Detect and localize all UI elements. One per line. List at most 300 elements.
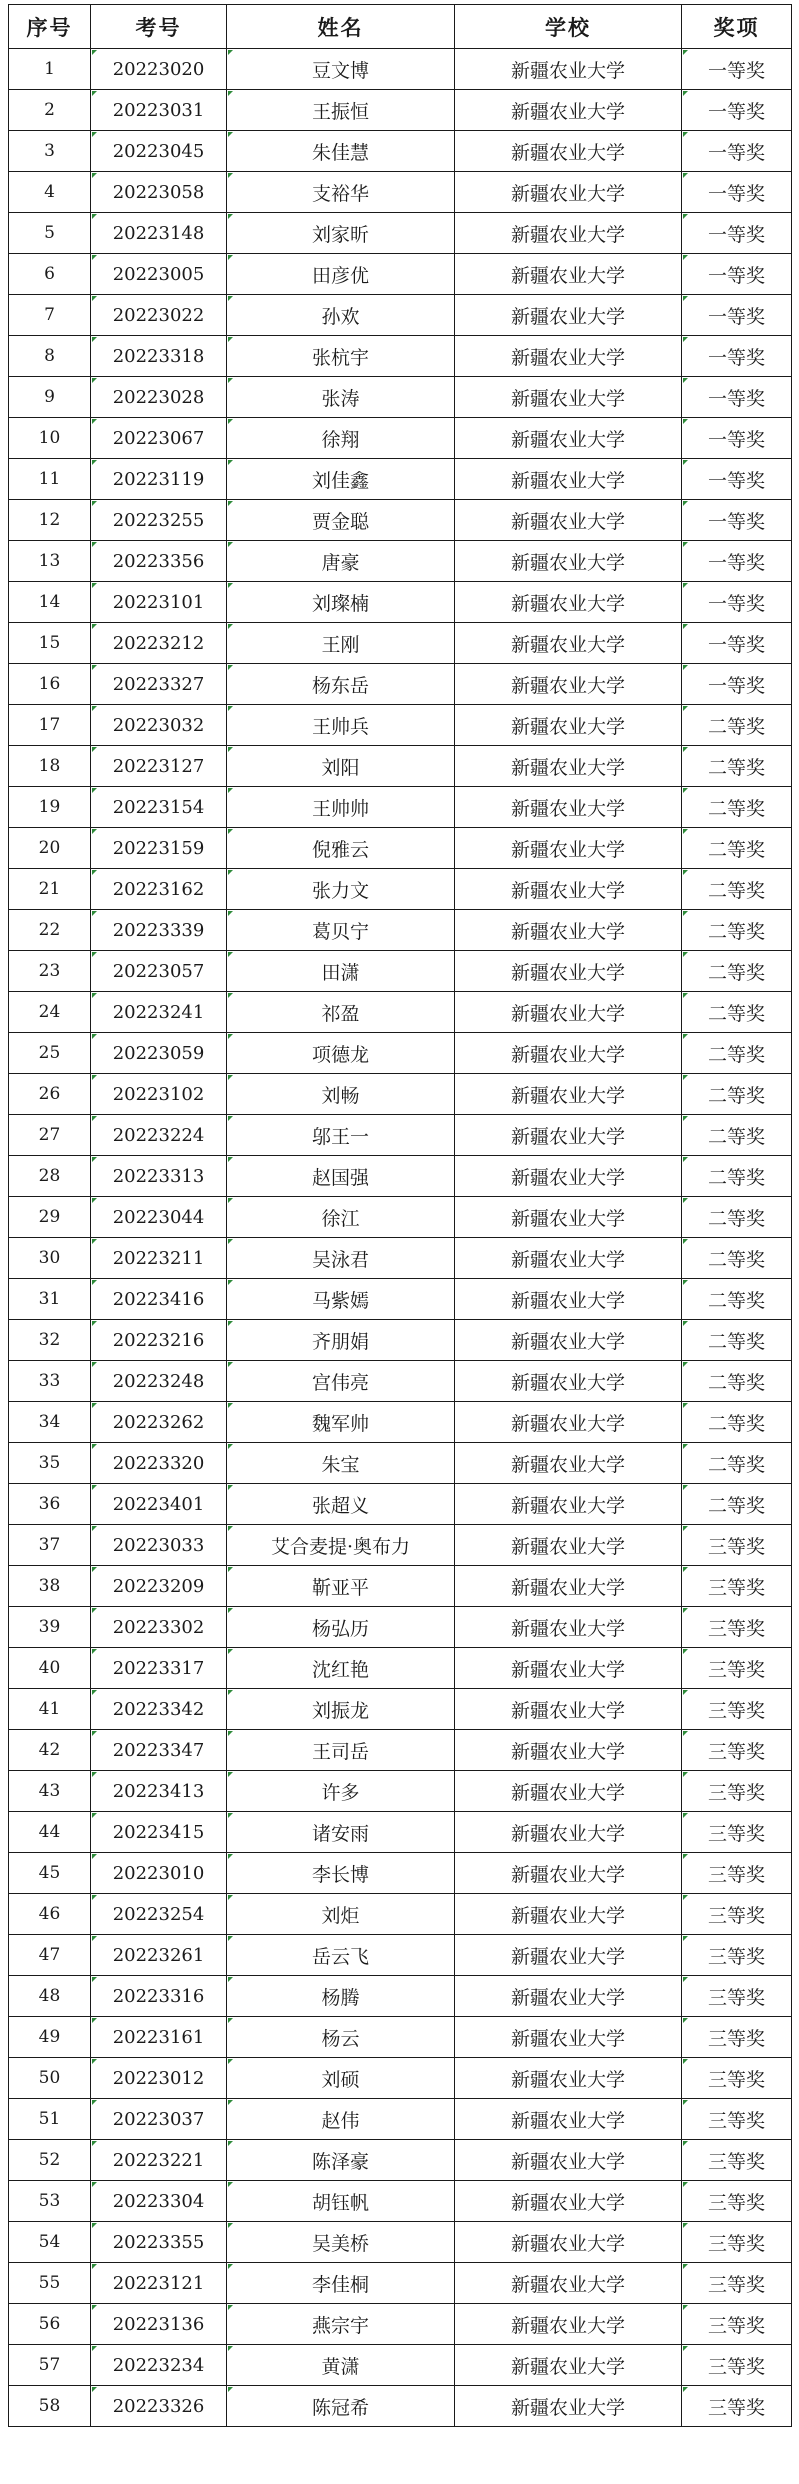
cell-exam-number: 20223416 <box>91 1279 227 1320</box>
cell-school: 新疆农业大学 <box>455 418 682 459</box>
cell-school: 新疆农业大学 <box>455 869 682 910</box>
cell-no: 22 <box>9 910 91 951</box>
table-row <box>9 910 792 951</box>
cell-award: 二等奖 <box>682 828 792 869</box>
cell-school: 新疆农业大学 <box>455 500 682 541</box>
cell-name: 王刚 <box>227 623 455 664</box>
cell-award: 二等奖 <box>682 1484 792 1525</box>
cell-exam-number: 20223154 <box>91 787 227 828</box>
cell-name: 杨东岳 <box>227 664 455 705</box>
cell-award: 二等奖 <box>682 869 792 910</box>
cell-school: 新疆农业大学 <box>455 705 682 746</box>
cell-award: 三等奖 <box>682 1648 792 1689</box>
cell-exam-number: 20223327 <box>91 664 227 705</box>
table-row <box>9 1771 792 1812</box>
cell-name: 燕宗宇 <box>227 2304 455 2345</box>
table-row <box>9 49 792 90</box>
cell-award: 二等奖 <box>682 1443 792 1484</box>
cell-exam-number: 20223304 <box>91 2181 227 2222</box>
cell-no: 3 <box>9 131 91 172</box>
cell-exam-number: 20223313 <box>91 1156 227 1197</box>
cell-award: 二等奖 <box>682 1197 792 1238</box>
table-header <box>9 5 792 49</box>
cell-award: 三等奖 <box>682 2345 792 2386</box>
cell-award: 一等奖 <box>682 541 792 582</box>
cell-exam-number: 20223045 <box>91 131 227 172</box>
cell-no: 51 <box>9 2099 91 2140</box>
cell-no: 36 <box>9 1484 91 1525</box>
header-award: 奖项 <box>682 5 792 49</box>
cell-no: 10 <box>9 418 91 459</box>
cell-no: 32 <box>9 1320 91 1361</box>
table-body <box>9 49 792 2427</box>
cell-exam-number: 20223028 <box>91 377 227 418</box>
cell-no: 34 <box>9 1402 91 1443</box>
cell-school: 新疆农业大学 <box>455 2386 682 2427</box>
cell-no: 42 <box>9 1730 91 1771</box>
cell-school: 新疆农业大学 <box>455 1074 682 1115</box>
cell-no: 23 <box>9 951 91 992</box>
cell-exam-number: 20223254 <box>91 1894 227 1935</box>
cell-no: 15 <box>9 623 91 664</box>
cell-exam-number: 20223209 <box>91 1566 227 1607</box>
table-row <box>9 1279 792 1320</box>
cell-name: 陈泽豪 <box>227 2140 455 2181</box>
cell-school: 新疆农业大学 <box>455 2140 682 2181</box>
table-row <box>9 1689 792 1730</box>
cell-name: 吴泳君 <box>227 1238 455 1279</box>
cell-award: 三等奖 <box>682 2058 792 2099</box>
table-row <box>9 582 792 623</box>
cell-exam-number: 20223216 <box>91 1320 227 1361</box>
cell-exam-number: 20223012 <box>91 2058 227 2099</box>
table-row <box>9 1730 792 1771</box>
cell-no: 11 <box>9 459 91 500</box>
cell-school: 新疆农业大学 <box>455 1689 682 1730</box>
cell-school: 新疆农业大学 <box>455 1238 682 1279</box>
cell-name: 黄潇 <box>227 2345 455 2386</box>
cell-no: 35 <box>9 1443 91 1484</box>
table-row <box>9 623 792 664</box>
table-row <box>9 1033 792 1074</box>
cell-award: 三等奖 <box>682 1607 792 1648</box>
table-row <box>9 1484 792 1525</box>
cell-no: 57 <box>9 2345 91 2386</box>
cell-exam-number: 20223067 <box>91 418 227 459</box>
cell-school: 新疆农业大学 <box>455 1894 682 1935</box>
cell-award: 二等奖 <box>682 1279 792 1320</box>
cell-school: 新疆农业大学 <box>455 172 682 213</box>
cell-exam-number: 20223121 <box>91 2263 227 2304</box>
cell-school: 新疆农业大学 <box>455 828 682 869</box>
cell-school: 新疆农业大学 <box>455 1115 682 1156</box>
table-row <box>9 1812 792 1853</box>
cell-exam-number: 20223413 <box>91 1771 227 1812</box>
cell-award: 一等奖 <box>682 377 792 418</box>
cell-no: 29 <box>9 1197 91 1238</box>
cell-name: 刘炬 <box>227 1894 455 1935</box>
cell-exam-number: 20223248 <box>91 1361 227 1402</box>
cell-no: 47 <box>9 1935 91 1976</box>
cell-exam-number: 20223339 <box>91 910 227 951</box>
cell-name: 赵国强 <box>227 1156 455 1197</box>
cell-award: 二等奖 <box>682 1033 792 1074</box>
table-row <box>9 295 792 336</box>
cell-award: 一等奖 <box>682 582 792 623</box>
cell-award: 三等奖 <box>682 1894 792 1935</box>
cell-award: 三等奖 <box>682 2263 792 2304</box>
cell-award: 一等奖 <box>682 49 792 90</box>
cell-school: 新疆农业大学 <box>455 1361 682 1402</box>
cell-school: 新疆农业大学 <box>455 2181 682 2222</box>
cell-name: 杨云 <box>227 2017 455 2058</box>
cell-name: 项德龙 <box>227 1033 455 1074</box>
cell-no: 54 <box>9 2222 91 2263</box>
cell-award: 三等奖 <box>682 2386 792 2427</box>
cell-no: 50 <box>9 2058 91 2099</box>
cell-school: 新疆农业大学 <box>455 254 682 295</box>
table-row <box>9 1648 792 1689</box>
cell-no: 28 <box>9 1156 91 1197</box>
cell-school: 新疆农业大学 <box>455 1402 682 1443</box>
table-row <box>9 336 792 377</box>
cell-name: 朱佳慧 <box>227 131 455 172</box>
cell-exam-number: 20223162 <box>91 869 227 910</box>
cell-school: 新疆农业大学 <box>455 746 682 787</box>
cell-name: 靳亚平 <box>227 1566 455 1607</box>
cell-award: 一等奖 <box>682 295 792 336</box>
cell-exam-number: 20223159 <box>91 828 227 869</box>
cell-school: 新疆农业大学 <box>455 2304 682 2345</box>
cell-exam-number: 20223347 <box>91 1730 227 1771</box>
cell-no: 37 <box>9 1525 91 1566</box>
cell-no: 38 <box>9 1566 91 1607</box>
table-row <box>9 2263 792 2304</box>
cell-name: 徐江 <box>227 1197 455 1238</box>
cell-award: 三等奖 <box>682 1566 792 1607</box>
cell-no: 26 <box>9 1074 91 1115</box>
table-row <box>9 1115 792 1156</box>
cell-exam-number: 20223302 <box>91 1607 227 1648</box>
cell-exam-number: 20223020 <box>91 49 227 90</box>
cell-no: 33 <box>9 1361 91 1402</box>
table-row <box>9 1074 792 1115</box>
cell-name: 吴美桥 <box>227 2222 455 2263</box>
cell-school: 新疆农业大学 <box>455 1197 682 1238</box>
cell-name: 马紫嫣 <box>227 1279 455 1320</box>
cell-award: 一等奖 <box>682 213 792 254</box>
cell-name: 胡钰帆 <box>227 2181 455 2222</box>
cell-name: 杨腾 <box>227 1976 455 2017</box>
cell-school: 新疆农业大学 <box>455 295 682 336</box>
cell-no: 41 <box>9 1689 91 1730</box>
cell-name: 张力文 <box>227 869 455 910</box>
cell-exam-number: 20223355 <box>91 2222 227 2263</box>
cell-school: 新疆农业大学 <box>455 131 682 172</box>
cell-name: 刘振龙 <box>227 1689 455 1730</box>
cell-name: 王司岳 <box>227 1730 455 1771</box>
cell-name: 倪雅云 <box>227 828 455 869</box>
cell-no: 53 <box>9 2181 91 2222</box>
table-row <box>9 2222 792 2263</box>
cell-school: 新疆农业大学 <box>455 2058 682 2099</box>
cell-school: 新疆农业大学 <box>455 582 682 623</box>
cell-no: 58 <box>9 2386 91 2427</box>
cell-name: 朱宝 <box>227 1443 455 1484</box>
cell-award: 一等奖 <box>682 418 792 459</box>
cell-no: 45 <box>9 1853 91 1894</box>
table-row <box>9 254 792 295</box>
cell-school: 新疆农业大学 <box>455 1812 682 1853</box>
cell-award: 三等奖 <box>682 1771 792 1812</box>
cell-exam-number: 20223401 <box>91 1484 227 1525</box>
cell-name: 宫伟亮 <box>227 1361 455 1402</box>
cell-award: 二等奖 <box>682 1402 792 1443</box>
cell-award: 二等奖 <box>682 787 792 828</box>
cell-school: 新疆农业大学 <box>455 459 682 500</box>
cell-award: 三等奖 <box>682 1853 792 1894</box>
cell-no: 25 <box>9 1033 91 1074</box>
cell-exam-number: 20223221 <box>91 2140 227 2181</box>
table-row <box>9 1156 792 1197</box>
cell-name: 贾金聪 <box>227 500 455 541</box>
cell-award: 三等奖 <box>682 1730 792 1771</box>
cell-award: 三等奖 <box>682 1976 792 2017</box>
table-row <box>9 951 792 992</box>
cell-award: 二等奖 <box>682 1320 792 1361</box>
table-row <box>9 828 792 869</box>
table-row <box>9 1361 792 1402</box>
table-row <box>9 2140 792 2181</box>
cell-award: 三等奖 <box>682 2140 792 2181</box>
cell-no: 52 <box>9 2140 91 2181</box>
table-row <box>9 1238 792 1279</box>
table-row <box>9 90 792 131</box>
cell-school: 新疆农业大学 <box>455 1648 682 1689</box>
table-row <box>9 1197 792 1238</box>
cell-name: 李佳桐 <box>227 2263 455 2304</box>
cell-name: 王帅帅 <box>227 787 455 828</box>
cell-award: 一等奖 <box>682 131 792 172</box>
table-row <box>9 2345 792 2386</box>
cell-school: 新疆农业大学 <box>455 1525 682 1566</box>
cell-exam-number: 20223212 <box>91 623 227 664</box>
cell-no: 6 <box>9 254 91 295</box>
cell-school: 新疆农业大学 <box>455 1566 682 1607</box>
cell-no: 14 <box>9 582 91 623</box>
cell-exam-number: 20223326 <box>91 2386 227 2427</box>
cell-no: 4 <box>9 172 91 213</box>
cell-exam-number: 20223033 <box>91 1525 227 1566</box>
cell-school: 新疆农业大学 <box>455 1320 682 1361</box>
cell-school: 新疆农业大学 <box>455 49 682 90</box>
cell-exam-number: 20223005 <box>91 254 227 295</box>
cell-school: 新疆农业大学 <box>455 2099 682 2140</box>
cell-exam-number: 20223356 <box>91 541 227 582</box>
cell-exam-number: 20223415 <box>91 1812 227 1853</box>
cell-school: 新疆农业大学 <box>455 377 682 418</box>
cell-no: 9 <box>9 377 91 418</box>
cell-no: 49 <box>9 2017 91 2058</box>
cell-school: 新疆农业大学 <box>455 2345 682 2386</box>
cell-name: 葛贝宁 <box>227 910 455 951</box>
cell-exam-number: 20223059 <box>91 1033 227 1074</box>
cell-name: 王振恒 <box>227 90 455 131</box>
cell-no: 43 <box>9 1771 91 1812</box>
cell-award: 二等奖 <box>682 1115 792 1156</box>
cell-no: 39 <box>9 1607 91 1648</box>
cell-exam-number: 20223261 <box>91 1935 227 1976</box>
cell-no: 19 <box>9 787 91 828</box>
table-row <box>9 1443 792 1484</box>
cell-name: 李长博 <box>227 1853 455 1894</box>
cell-exam-number: 20223032 <box>91 705 227 746</box>
table-row <box>9 1935 792 1976</box>
cell-no: 13 <box>9 541 91 582</box>
cell-school: 新疆农业大学 <box>455 1279 682 1320</box>
cell-exam-number: 20223318 <box>91 336 227 377</box>
cell-award: 一等奖 <box>682 459 792 500</box>
cell-school: 新疆农业大学 <box>455 1033 682 1074</box>
cell-award: 二等奖 <box>682 992 792 1033</box>
cell-award: 一等奖 <box>682 254 792 295</box>
cell-name: 刘硕 <box>227 2058 455 2099</box>
cell-name: 岳云飞 <box>227 1935 455 1976</box>
cell-name: 刘畅 <box>227 1074 455 1115</box>
cell-award: 三等奖 <box>682 2222 792 2263</box>
cell-award: 二等奖 <box>682 1238 792 1279</box>
cell-school: 新疆农业大学 <box>455 1771 682 1812</box>
cell-no: 2 <box>9 90 91 131</box>
header-no: 序号 <box>9 5 91 49</box>
cell-school: 新疆农业大学 <box>455 2017 682 2058</box>
cell-school: 新疆农业大学 <box>455 336 682 377</box>
cell-exam-number: 20223316 <box>91 1976 227 2017</box>
cell-exam-number: 20223057 <box>91 951 227 992</box>
cell-school: 新疆农业大学 <box>455 2263 682 2304</box>
award-results-table <box>8 4 792 2427</box>
cell-name: 徐翔 <box>227 418 455 459</box>
cell-exam-number: 20223022 <box>91 295 227 336</box>
cell-school: 新疆农业大学 <box>455 787 682 828</box>
cell-name: 孙欢 <box>227 295 455 336</box>
cell-exam-number: 20223058 <box>91 172 227 213</box>
cell-award: 三等奖 <box>682 2181 792 2222</box>
cell-award: 三等奖 <box>682 2304 792 2345</box>
cell-name: 田彦优 <box>227 254 455 295</box>
table-row <box>9 213 792 254</box>
cell-award: 三等奖 <box>682 1935 792 1976</box>
cell-name: 支裕华 <box>227 172 455 213</box>
cell-exam-number: 20223136 <box>91 2304 227 2345</box>
table-row <box>9 1320 792 1361</box>
cell-name: 张涛 <box>227 377 455 418</box>
table-row <box>9 418 792 459</box>
cell-award: 二等奖 <box>682 910 792 951</box>
cell-name: 张杭宇 <box>227 336 455 377</box>
cell-school: 新疆农业大学 <box>455 1156 682 1197</box>
cell-name: 齐朋娟 <box>227 1320 455 1361</box>
cell-award: 二等奖 <box>682 1074 792 1115</box>
cell-award: 三等奖 <box>682 2099 792 2140</box>
cell-school: 新疆农业大学 <box>455 1935 682 1976</box>
cell-award: 一等奖 <box>682 90 792 131</box>
cell-exam-number: 20223031 <box>91 90 227 131</box>
cell-name: 唐豪 <box>227 541 455 582</box>
table-row <box>9 1402 792 1443</box>
cell-school: 新疆农业大学 <box>455 1607 682 1648</box>
cell-exam-number: 20223317 <box>91 1648 227 1689</box>
cell-exam-number: 20223262 <box>91 1402 227 1443</box>
table-row <box>9 1853 792 1894</box>
table-row <box>9 992 792 1033</box>
cell-school: 新疆农业大学 <box>455 1730 682 1771</box>
table-row <box>9 131 792 172</box>
cell-no: 18 <box>9 746 91 787</box>
cell-school: 新疆农业大学 <box>455 623 682 664</box>
cell-award: 二等奖 <box>682 951 792 992</box>
table-row <box>9 500 792 541</box>
cell-award: 二等奖 <box>682 746 792 787</box>
cell-school: 新疆农业大学 <box>455 1484 682 1525</box>
table-row <box>9 541 792 582</box>
cell-school: 新疆农业大学 <box>455 1976 682 2017</box>
cell-school: 新疆农业大学 <box>455 90 682 131</box>
table-row <box>9 2386 792 2427</box>
cell-name: 刘璨楠 <box>227 582 455 623</box>
table-row <box>9 1976 792 2017</box>
cell-award: 一等奖 <box>682 500 792 541</box>
cell-award: 三等奖 <box>682 2017 792 2058</box>
cell-name: 邬王一 <box>227 1115 455 1156</box>
cell-award: 一等奖 <box>682 172 792 213</box>
table-row <box>9 2058 792 2099</box>
cell-name: 张超义 <box>227 1484 455 1525</box>
cell-no: 5 <box>9 213 91 254</box>
cell-exam-number: 20223320 <box>91 1443 227 1484</box>
cell-exam-number: 20223234 <box>91 2345 227 2386</box>
cell-no: 24 <box>9 992 91 1033</box>
table-row <box>9 377 792 418</box>
table-row <box>9 2181 792 2222</box>
cell-school: 新疆农业大学 <box>455 664 682 705</box>
cell-no: 30 <box>9 1238 91 1279</box>
table-row <box>9 664 792 705</box>
table-row <box>9 1894 792 1935</box>
cell-award: 三等奖 <box>682 1812 792 1853</box>
cell-no: 48 <box>9 1976 91 2017</box>
cell-name: 杨弘历 <box>227 1607 455 1648</box>
table-row <box>9 459 792 500</box>
table-row <box>9 1607 792 1648</box>
cell-award: 一等奖 <box>682 336 792 377</box>
cell-no: 21 <box>9 869 91 910</box>
cell-no: 12 <box>9 500 91 541</box>
table-row <box>9 869 792 910</box>
cell-name: 沈红艳 <box>227 1648 455 1689</box>
cell-no: 27 <box>9 1115 91 1156</box>
table-row <box>9 787 792 828</box>
cell-name: 赵伟 <box>227 2099 455 2140</box>
cell-award: 三等奖 <box>682 1525 792 1566</box>
cell-exam-number: 20223037 <box>91 2099 227 2140</box>
table-row <box>9 705 792 746</box>
cell-no: 7 <box>9 295 91 336</box>
table-row <box>9 746 792 787</box>
cell-name: 刘家昕 <box>227 213 455 254</box>
cell-no: 55 <box>9 2263 91 2304</box>
cell-award: 二等奖 <box>682 1361 792 1402</box>
